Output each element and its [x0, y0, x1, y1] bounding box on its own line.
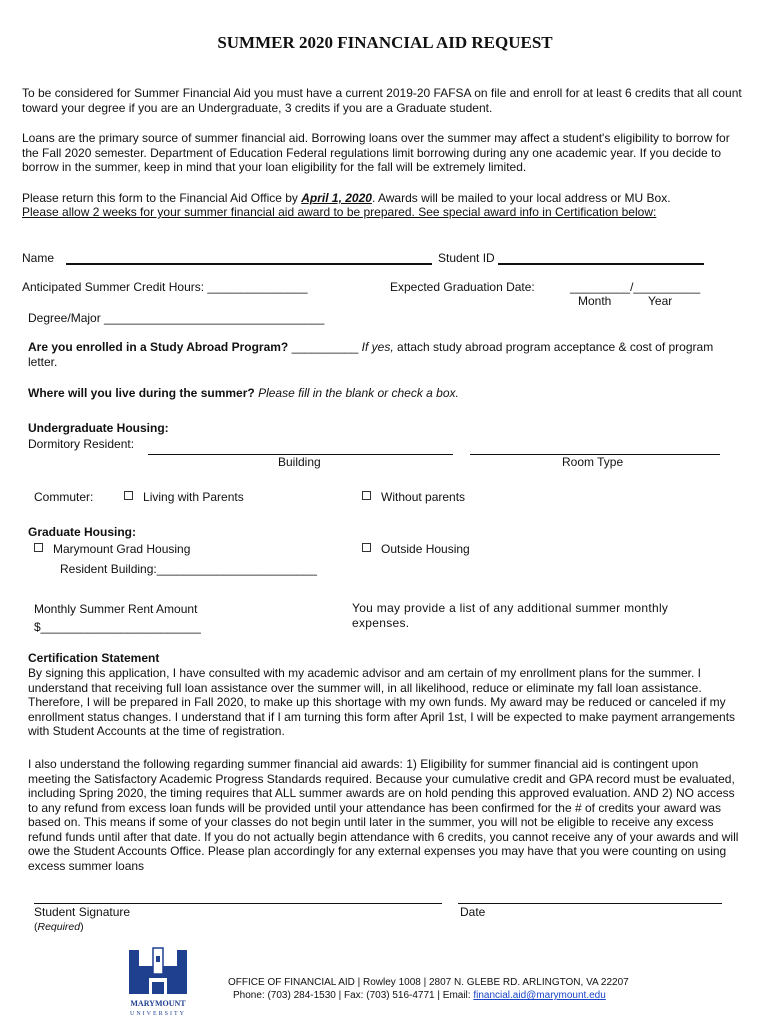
intro-text: To be considered for Summer Financial Aid you must have a current 2019-20 FAFSA on file and enroll for at least 6 credits that all count toward your degree if you are an Undergraduate, 3 credits if you are a Graduate student.	[22, 86, 742, 115]
grad-heading: Graduate Housing:	[28, 525, 137, 539]
footer-contact: Phone: (703) 284-1530 | Fax: (703) 516-4771 | Email:	[233, 990, 474, 1001]
return-pre: Please return this form to the Financial Aid Office by	[22, 191, 302, 205]
year-label: Year	[648, 294, 673, 308]
resident-building-field[interactable]: Resident Building:________________________	[60, 562, 317, 576]
study-abroad-field[interactable]: __________	[288, 340, 362, 354]
checkbox-outside-housing[interactable]	[362, 543, 371, 552]
without-parents-option[interactable]	[362, 490, 465, 505]
degree-field[interactable]: Degree/Major _________________________________	[28, 311, 325, 325]
return-post: . Awards will be mailed to your local address or MU Box.	[371, 191, 671, 205]
allow-text: Please allow 2 weeks for your summer financial aid award to be prepared. See special award info in Certification below:	[22, 205, 657, 219]
study-abroad-question: Are you enrolled in a Study Abroad Program?	[28, 340, 289, 354]
commuter-label: Commuter:	[34, 490, 94, 504]
certification-heading: Certification Statement	[28, 651, 160, 665]
marymount-housing-option[interactable]	[34, 542, 190, 557]
date-field[interactable]	[458, 903, 722, 904]
certification-p2: I also understand the following regarding summer financial aid awards: 1) Eligibility for summer financial aid is contingent upon meeting the Satisfactory Academic Progress Standards required. Because your cumulative credit and GPA record must be evaluated, including Spring 2020, the timing requires that ALL summer awards are on hold pending this approved evaluation. AND 2) NO access to any refund from excess loan funds will be provided until your attendance has been confirmed for the # of credits your award was based on. This means if some of your classes do not begin until later in the summer, you will not be eligible to receive any excess refund funds until after that date. If you do not actually begin attendance with 6 credits, you cannot receive any of your awards and will owe the Student Accounts Office. Please plan accordingly for any external expenses you may have that you were counting on using excess summer loans	[28, 757, 739, 873]
study-abroad-rest: attach study abroad program acceptance & cost of program letter.	[28, 340, 714, 369]
date-label: Date	[460, 905, 486, 919]
live-hint: Please fill in the blank or check a box.	[258, 386, 459, 400]
credit-hours-field[interactable]: Anticipated Summer Credit Hours: _______________	[22, 280, 308, 294]
without-parents-label: Without parents	[381, 490, 466, 504]
undergrad-heading: Undergraduate Housing:	[28, 421, 169, 435]
signature-field[interactable]	[34, 903, 442, 904]
required-label: Required	[37, 921, 81, 933]
footer-line1: OFFICE OF FINANCIAL AID | Rowley 1008 | 2807 N. GLEBE RD. ARLINGTON, VA 22207	[228, 977, 629, 988]
checkbox-marymount-housing[interactable]	[34, 543, 43, 552]
grad-date-label: Expected Graduation Date:	[390, 280, 535, 294]
study-abroad-ifyes: If yes,	[361, 340, 394, 354]
checkbox-with-parents[interactable]	[124, 491, 133, 500]
expenses-text: You may provide a list of any additional summer monthly expenses.	[352, 601, 669, 630]
rent-label: Monthly Summer Rent Amount	[34, 602, 198, 616]
student-id-label: Student ID	[438, 251, 495, 265]
checkbox-without-parents[interactable]	[362, 491, 371, 500]
logo-text-1: MARYMOUNT	[130, 999, 186, 1008]
student-id-field[interactable]	[498, 263, 704, 265]
name-label: Name	[22, 251, 55, 265]
live-question: Where will you live during the summer?	[28, 386, 255, 400]
month-label: Month	[578, 294, 612, 308]
signature-label: Student Signature	[34, 905, 131, 919]
marymount-housing-label: Marymount Grad Housing	[53, 542, 191, 556]
loans-text: Loans are the primary source of summer financial aid. Borrowing loans over the summer may affect a student's eligibility to borrow for the Fall 2020 semester. Department of Education Federal regulations limit borrowing during any one academic year. If you decide to borrow in the summer, keep in mind that your loan eligibility for the fall will be extremely limited.	[22, 131, 730, 174]
page-title: SUMMER 2020 FINANCIAL AID REQUEST	[217, 33, 553, 52]
name-field[interactable]	[66, 263, 432, 265]
outside-housing-label: Outside Housing	[381, 542, 470, 556]
certification-p1: By signing this application, I have consulted with my academic advisor and am certain of my enrollment plans for the summer. I understand that receiving full loan assistance over the summer will, in all likelihood, reduce or eliminate my fall loan assistance. Therefore, I will be prepared in Fall 2020, to make up this shortage with my own funds. My award may be reduced or canceled if my enrollment status changes. I understand that if I am turning this form after April 1st, I will be expected to make payment arrangements with Student Accounts at the time of registration.	[28, 666, 736, 738]
marymount-logo	[125, 946, 191, 1020]
return-text	[22, 191, 742, 206]
room-type-label: Room Type	[562, 455, 624, 469]
study-abroad-text	[28, 340, 718, 369]
with-parents-label: Living with Parents	[143, 490, 244, 504]
return-date: April 1, 2020	[301, 191, 372, 205]
footer-line2	[233, 990, 606, 1002]
logo-text-2: UNIVERSITY	[130, 1011, 186, 1017]
dorm-label: Dormitory Resident:	[28, 437, 135, 451]
grad-date-field[interactable]: _________/__________	[570, 280, 701, 294]
building-label: Building	[278, 455, 321, 469]
rent-field[interactable]: $________________________	[34, 620, 201, 634]
required-note: (Required)	[34, 921, 84, 933]
outside-housing-option[interactable]	[362, 542, 470, 557]
live-text	[28, 386, 459, 401]
with-parents-option[interactable]	[124, 490, 244, 505]
email-link[interactable]: financial.aid@marymount.edu	[473, 990, 606, 1001]
